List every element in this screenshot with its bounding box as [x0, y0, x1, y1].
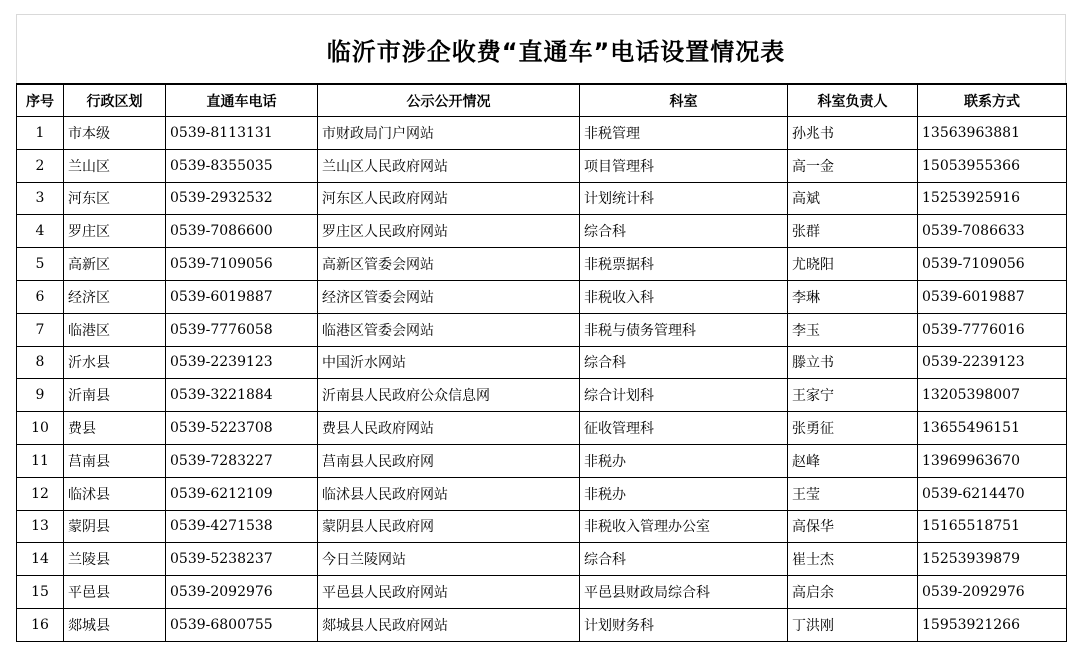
contact-cell: 15253925916: [918, 182, 1067, 215]
table-row: [17, 346, 1067, 379]
district-cell: 河东区: [64, 182, 166, 215]
district-cell: 蒙阴县: [64, 510, 166, 543]
hotline-cell: 0539-7776058: [166, 313, 318, 346]
contact-cell: 13205398007: [918, 379, 1067, 412]
table-row: [17, 280, 1067, 313]
row-number: 14: [17, 543, 64, 576]
table-row: [17, 510, 1067, 543]
person-cell: 高一金: [788, 149, 918, 182]
publicity-cell: 市财政局门户网站: [318, 117, 580, 150]
hotline-cell: 0539-2092976: [166, 576, 318, 609]
publicity-cell: 费县人民政府网站: [318, 412, 580, 445]
district-cell: 经济区: [64, 280, 166, 313]
publicity-cell: 蒙阴县人民政府网: [318, 510, 580, 543]
department-cell: 项目管理科: [580, 149, 788, 182]
person-cell: 王莹: [788, 477, 918, 510]
hotline-cell: 0539-7109056: [166, 248, 318, 281]
department-cell: 非税票据科: [580, 248, 788, 281]
hotline-cell: 0539-7086600: [166, 215, 318, 248]
table-row: [17, 182, 1067, 215]
district-cell: 沂水县: [64, 346, 166, 379]
publicity-cell: 经济区管委会网站: [318, 280, 580, 313]
row-number: 16: [17, 608, 64, 641]
contact-cell: 0539-6019887: [918, 280, 1067, 313]
publicity-cell: 今日兰陵网站: [318, 543, 580, 576]
hotline-cell: 0539-6019887: [166, 280, 318, 313]
person-cell: 张勇征: [788, 412, 918, 445]
department-cell: 平邑县财政局综合科: [580, 576, 788, 609]
person-cell: 张群: [788, 215, 918, 248]
hotline-cell: 0539-8355035: [166, 149, 318, 182]
title-row: [16, 14, 1066, 83]
person-cell: 赵峰: [788, 444, 918, 477]
department-cell: 综合科: [580, 346, 788, 379]
person-cell: 王家宁: [788, 379, 918, 412]
publicity-cell: 高新区管委会网站: [318, 248, 580, 281]
publicity-cell: 临沭县人民政府网站: [318, 477, 580, 510]
publicity-cell: 郯城县人民政府网站: [318, 608, 580, 641]
district-cell: 兰山区: [64, 149, 166, 182]
contact-cell: 15165518751: [918, 510, 1067, 543]
district-cell: 沂南县: [64, 379, 166, 412]
contact-cell: 0539-6214470: [918, 477, 1067, 510]
department-cell: 综合计划科: [580, 379, 788, 412]
row-number: 1: [17, 117, 64, 150]
row-number: 4: [17, 215, 64, 248]
column-header: 直通车电话: [166, 84, 318, 117]
department-cell: 非税收入管理办公室: [580, 510, 788, 543]
department-cell: 非税办: [580, 477, 788, 510]
publicity-cell: 临港区管委会网站: [318, 313, 580, 346]
spreadsheet: [16, 14, 1066, 642]
publicity-cell: 河东区人民政府网站: [318, 182, 580, 215]
district-cell: 费县: [64, 412, 166, 445]
table-row: [17, 215, 1067, 248]
district-cell: 平邑县: [64, 576, 166, 609]
district-cell: 罗庄区: [64, 215, 166, 248]
hotline-cell: 0539-6800755: [166, 608, 318, 641]
contact-cell: 13969963670: [918, 444, 1067, 477]
row-number: 10: [17, 412, 64, 445]
contact-cell: 13563963881: [918, 117, 1067, 150]
department-cell: 非税收入科: [580, 280, 788, 313]
department-cell: 非税管理: [580, 117, 788, 150]
district-cell: 临港区: [64, 313, 166, 346]
row-number: 2: [17, 149, 64, 182]
table-row: [17, 444, 1067, 477]
column-header: 科室: [580, 84, 788, 117]
person-cell: 丁洪刚: [788, 608, 918, 641]
publicity-cell: 兰山区人民政府网站: [318, 149, 580, 182]
table-row: [17, 576, 1067, 609]
row-number: 12: [17, 477, 64, 510]
column-header: 公示公开情况: [318, 84, 580, 117]
contact-cell: 15253939879: [918, 543, 1067, 576]
department-cell: 计划统计科: [580, 182, 788, 215]
department-cell: 综合科: [580, 543, 788, 576]
person-cell: 李玉: [788, 313, 918, 346]
table-row: [17, 117, 1067, 150]
table-row: [17, 608, 1067, 641]
publicity-cell: 平邑县人民政府网站: [318, 576, 580, 609]
person-cell: 李琳: [788, 280, 918, 313]
district-cell: 郯城县: [64, 608, 166, 641]
row-number: 6: [17, 280, 64, 313]
row-number: 11: [17, 444, 64, 477]
hotline-cell: 0539-3221884: [166, 379, 318, 412]
contact-cell: 0539-7109056: [918, 248, 1067, 281]
table-row: [17, 412, 1067, 445]
hotline-cell: 0539-6212109: [166, 477, 318, 510]
person-cell: 孙兆书: [788, 117, 918, 150]
person-cell: 崔士杰: [788, 543, 918, 576]
hotline-cell: 0539-5238237: [166, 543, 318, 576]
column-header: 行政区划: [64, 84, 166, 117]
table-row: [17, 149, 1067, 182]
table-row: [17, 248, 1067, 281]
contact-cell: 13655496151: [918, 412, 1067, 445]
department-cell: 计划财务科: [580, 608, 788, 641]
person-cell: 尤晓阳: [788, 248, 918, 281]
department-cell: 非税办: [580, 444, 788, 477]
person-cell: 高启余: [788, 576, 918, 609]
person-cell: 滕立书: [788, 346, 918, 379]
column-header: 联系方式: [918, 84, 1067, 117]
column-header: 科室负责人: [788, 84, 918, 117]
table-row: [17, 313, 1067, 346]
row-number: 3: [17, 182, 64, 215]
table-body: [17, 117, 1067, 642]
publicity-cell: 莒南县人民政府网: [318, 444, 580, 477]
district-cell: 市本级: [64, 117, 166, 150]
table-row: [17, 379, 1067, 412]
hotline-cell: 0539-7283227: [166, 444, 318, 477]
contact-cell: 0539-2092976: [918, 576, 1067, 609]
header-row: [17, 84, 1067, 117]
page-title: 临沂市涉企收费“直通车”电话设置情况表: [326, 37, 786, 66]
district-cell: 兰陵县: [64, 543, 166, 576]
contact-cell: 0539-7776016: [918, 313, 1067, 346]
contact-cell: 0539-7086633: [918, 215, 1067, 248]
department-cell: 非税与债务管理科: [580, 313, 788, 346]
contact-cell: 15053955366: [918, 149, 1067, 182]
hotline-cell: 0539-2239123: [166, 346, 318, 379]
hotline-cell: 0539-4271538: [166, 510, 318, 543]
row-number: 13: [17, 510, 64, 543]
hotline-cell: 0539-8113131: [166, 117, 318, 150]
publicity-cell: 沂南县人民政府公众信息网: [318, 379, 580, 412]
district-cell: 高新区: [64, 248, 166, 281]
publicity-cell: 中国沂水网站: [318, 346, 580, 379]
row-number: 8: [17, 346, 64, 379]
column-header: 序号: [17, 84, 64, 117]
row-number: 5: [17, 248, 64, 281]
department-cell: 征收管理科: [580, 412, 788, 445]
table-row: [17, 543, 1067, 576]
hotline-cell: 0539-2932532: [166, 182, 318, 215]
person-cell: 高保华: [788, 510, 918, 543]
table-row: [17, 477, 1067, 510]
district-cell: 莒南县: [64, 444, 166, 477]
department-cell: 综合科: [580, 215, 788, 248]
district-cell: 临沭县: [64, 477, 166, 510]
person-cell: 高斌: [788, 182, 918, 215]
row-number: 15: [17, 576, 64, 609]
row-number: 9: [17, 379, 64, 412]
data-table: [16, 83, 1067, 642]
contact-cell: 0539-2239123: [918, 346, 1067, 379]
contact-cell: 15953921266: [918, 608, 1067, 641]
hotline-cell: 0539-5223708: [166, 412, 318, 445]
publicity-cell: 罗庄区人民政府网站: [318, 215, 580, 248]
row-number: 7: [17, 313, 64, 346]
